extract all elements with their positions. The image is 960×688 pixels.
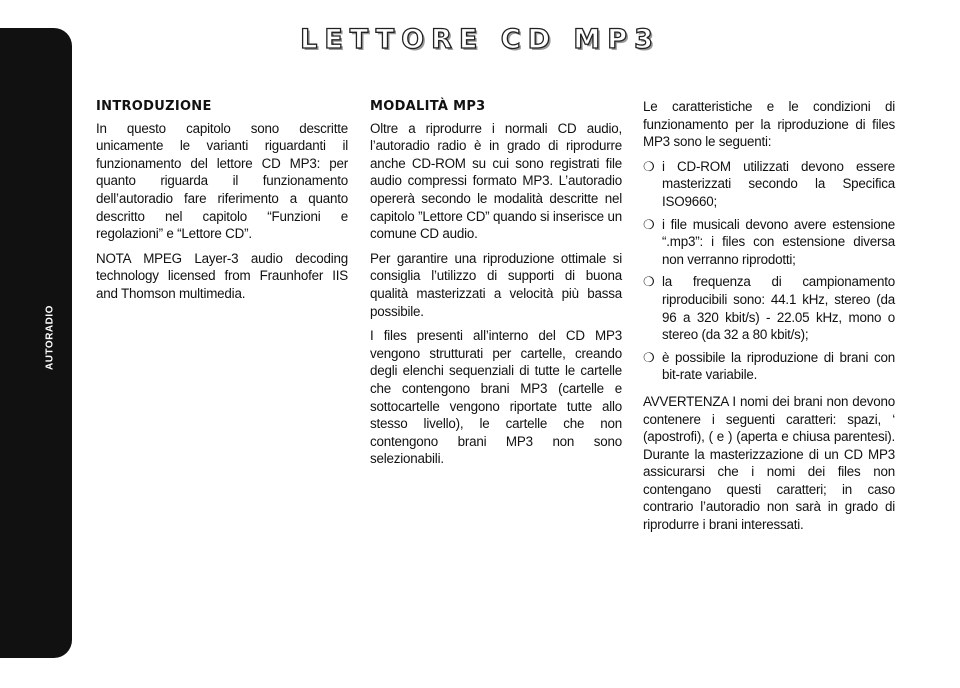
circle-bullet-icon: ❍ [643, 216, 655, 232]
column-modalita-mp3 [370, 98, 622, 475]
paragraph-avvertenza: AVVERTENZA I nomi dei brani non devono contenere i seguenti caratteri: spazi, ‘ (apostrofi), ( e ) (aperta e chiusa parentesi). Durante la masterizzazione di un CD MP3 assicurarsi che i nomi dei files non contengano questi caratteri; in caso contrario l’autoradio non sarà in grado di riprodurre i brani interessati. [643, 393, 895, 533]
circle-bullet-icon: ❍ [643, 274, 655, 290]
paragraph: I files presenti all’interno del CD MP3 vengono strutturati per cartelle, creando degli elenchi sequenziali di tutte le cartelle che contengono brani MP3 (cartelle e sottocartelle vengono riportate tutte allo stesso livello), le cartelle che non contengono brani MP3 non sono selezionabili. [370, 328, 622, 467]
side-tab [0, 28, 72, 687]
heading-modalita-mp3: MODALITÀ MP3 [370, 99, 486, 114]
paragraph-intro: Le caratteristiche e le condizioni di funzionamento per la riproduzione di files MP3 sono le seguenti: [643, 99, 895, 150]
list-item: ❍ la frequenza di campionamento riproducibili sono: 44.1 kHz, stereo (da 96 a 320 kbit/s) - 22.05 kHz, mono o stereo (da 32 a 80 kbit/s); [643, 274, 895, 343]
circle-bullet-icon: ❍ [643, 349, 655, 365]
paragraph: Oltre a riprodurre i normali CD audio, l’autoradio radio è in grado di riprodurre anche CD-ROM su cui sono registrati file audio compressi formato MP3. L’autoradio opererà secondo le modalità descritte nel capitolo ”Lettore CD” quando si inserisce un comune CD audio. [370, 120, 622, 242]
circle-bullet-icon: ❍ [643, 158, 655, 174]
paragraph: Per garantire una riproduzione ottimale si consiglia l’utilizzo di supporti di buona qualità masterizzati a velocità più bassa possibile. [370, 250, 622, 319]
page-title: LETTORE CD MP3 [300, 24, 660, 55]
section-label: AUTORADIO [44, 305, 56, 370]
column-introduzione [96, 98, 348, 310]
heading-introduzione: INTRODUZIONE [96, 99, 212, 114]
list-item: ❍ i file musicali devono avere estensione “.mp3”: i files con estensione diversa non verranno riprodotti; [643, 216, 895, 267]
list-item: ❍ i CD-ROM utilizzati devono essere masterizzati secondo la Specifica ISO9660; [643, 158, 895, 209]
column-caratteristiche [643, 98, 895, 541]
requirements-list [643, 158, 895, 384]
paragraph-nota: NOTA MPEG Layer-3 audio decoding technology licensed from Fraunhofer IIS and Thomson multimedia. [96, 250, 348, 301]
paragraph: In questo capitolo sono descritte unicamente le varianti riguardanti il funzionamento del lettore CD MP3: per quanto riguarda il funzionamento dell’autoradio fare riferimento a quanto descritto nel capitolo “Funzioni e regolazioni” e “Lettore CD”. [96, 120, 348, 242]
list-item: ❍ è possibile la riproduzione di brani con bit-rate variabile. [643, 349, 895, 383]
page-number: 274 [14, 664, 50, 687]
